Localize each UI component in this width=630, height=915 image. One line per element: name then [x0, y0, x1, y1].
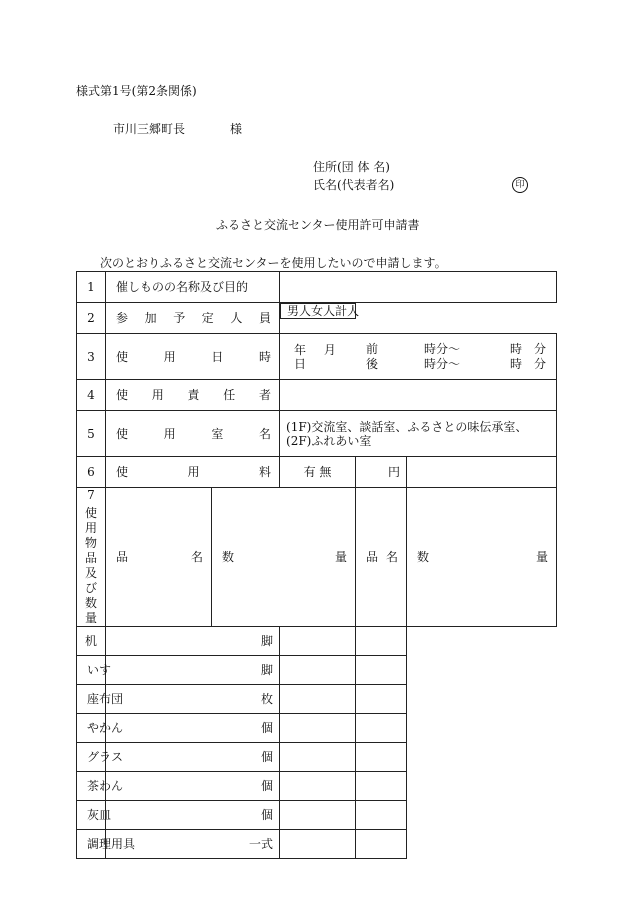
hour-label: 時 [510, 356, 523, 371]
equipment-row [77, 685, 557, 714]
addressee: 市川三郷町長 [113, 122, 186, 136]
document-title: ふるさと交流センター使用許可申請書 [216, 218, 420, 232]
room-line-2: (2F)ふれあい室 [286, 433, 372, 448]
hour-label: 時 [424, 341, 437, 356]
item-char: 座 [87, 692, 100, 706]
row-equipment-header [77, 488, 557, 627]
label-char: 料 [259, 465, 272, 479]
equipment-row [77, 801, 557, 830]
item-char: グ [87, 750, 100, 764]
col-item-header-2 [356, 488, 407, 627]
purpose-field[interactable] [280, 272, 557, 303]
item-char: 団 [111, 692, 124, 706]
col-qty-header-2 [407, 488, 557, 627]
honorific: 様 [230, 122, 243, 136]
application-table [76, 271, 557, 859]
row-responsible [77, 380, 557, 411]
equipment-name [77, 656, 112, 685]
row-number: 2 [77, 303, 106, 334]
fee-blank [407, 457, 557, 488]
header-char: 数 [417, 550, 430, 564]
minute-label: 分 [534, 341, 547, 356]
item-char: 用 [111, 837, 124, 851]
extra-item-field[interactable] [280, 714, 356, 743]
label-char: 日 [211, 349, 224, 364]
extra-qty-field[interactable] [356, 830, 407, 859]
item-char: 具 [123, 837, 136, 851]
equipment-name [77, 772, 124, 801]
equipment-qty-field[interactable]: 個 [106, 714, 280, 743]
label-char: 員 [258, 311, 271, 325]
row-label [106, 334, 280, 380]
label-char: 使 [116, 388, 129, 402]
female-label: 女 [311, 304, 324, 318]
minute-label: 分 [534, 356, 547, 371]
minute-tilde-label: 分〜 [436, 356, 461, 371]
row-label: 催しものの名称及び目的 [106, 272, 280, 303]
participants-field[interactable] [280, 303, 360, 319]
row-number: 5 [77, 411, 106, 457]
room-field[interactable] [280, 411, 557, 457]
item-char: や [87, 721, 100, 735]
day-label: 日 [294, 356, 307, 371]
row-label [106, 411, 280, 457]
equipment-qty-field[interactable]: 枚 [106, 685, 280, 714]
row-number: 1 [77, 272, 106, 303]
extra-item-field[interactable] [280, 685, 356, 714]
pm-label: 後 [366, 356, 379, 371]
extra-item-field[interactable] [280, 743, 356, 772]
equipment-label-cell [77, 488, 106, 627]
unit-label: 人 [323, 304, 336, 318]
equipment-qty-field[interactable]: 個 [106, 772, 280, 801]
hour-label: 時 [510, 341, 523, 356]
label-char: 室 [211, 426, 224, 441]
extra-item-field[interactable] [280, 772, 356, 801]
col-item-header [106, 488, 212, 627]
header-char: 名 [190, 550, 203, 564]
header-char: 量 [536, 550, 549, 564]
item-char: 理 [99, 837, 112, 851]
fee-option[interactable]: 有 無 [280, 457, 356, 488]
item-char: 灰 [87, 808, 100, 822]
item-char: わ [99, 779, 112, 793]
item-char: す [99, 663, 112, 677]
label-char: 責 [187, 388, 200, 402]
datetime-field[interactable] [280, 334, 557, 380]
extra-item-field[interactable] [280, 627, 356, 656]
intro-text: 次のとおりふるさと交流センターを使用したいので申請します。 [100, 256, 447, 270]
extra-qty-field[interactable] [356, 743, 407, 772]
male-label: 男 [287, 304, 300, 318]
responsible-field[interactable] [280, 380, 557, 411]
label-char: 加 [144, 311, 157, 325]
header-char: 品 [116, 550, 129, 564]
equipment-row [77, 656, 557, 685]
label-char: 定 [201, 311, 214, 325]
header-char: 量 [335, 550, 348, 564]
equipment-row [77, 830, 557, 859]
unit-label: 人 [299, 304, 312, 318]
header-char: 数 [222, 550, 235, 564]
header-char: 名 [386, 550, 399, 564]
fee-amount[interactable]: 円 [356, 457, 407, 488]
hour-label: 時 [424, 356, 437, 371]
col-qty-header [212, 488, 356, 627]
row-number: 4 [77, 380, 106, 411]
header-char: 品 [366, 550, 379, 564]
equipment-name [77, 743, 124, 772]
extra-item-field[interactable] [280, 656, 356, 685]
equipment-name [77, 714, 124, 743]
label-char: 用 [187, 465, 200, 479]
equipment-name [77, 685, 124, 714]
label-char: 名 [258, 426, 271, 441]
label-char: 人 [230, 311, 243, 325]
extra-item-field[interactable] [280, 801, 356, 830]
label-char: 参 [116, 311, 129, 325]
label-char: 予 [173, 311, 186, 325]
item-char: 布 [99, 692, 112, 706]
address-label: 住所(団 体 名) [313, 160, 390, 174]
year-label: 年 [294, 342, 307, 357]
equipment-row [77, 714, 557, 743]
label-char: 用 [163, 426, 176, 441]
label-char: 任 [223, 388, 236, 402]
row-number: 7 [87, 488, 95, 502]
equipment-name [77, 801, 112, 830]
item-char: 調 [87, 837, 100, 851]
extra-qty-field[interactable] [356, 627, 407, 656]
equipment-qty-field[interactable]: 脚 [106, 627, 280, 656]
equipment-qty-field[interactable]: 個 [106, 801, 280, 830]
label-char: 使 [116, 349, 129, 364]
extra-qty-field[interactable] [356, 801, 407, 830]
row-purpose [77, 272, 557, 303]
total-label: 計 [335, 304, 348, 318]
equipment-qty-field[interactable]: 個 [106, 743, 280, 772]
label-char: 用 [151, 388, 164, 402]
equipment-row [77, 627, 557, 656]
row-datetime [77, 334, 557, 380]
item-char: 皿 [99, 808, 112, 822]
row-fee [77, 457, 557, 488]
row-number: 3 [77, 334, 106, 380]
minute-tilde-label: 分〜 [436, 341, 461, 356]
item-char: ス [111, 750, 124, 764]
label-char: 使 [116, 465, 129, 479]
row-label [106, 457, 280, 488]
row-label [106, 380, 280, 411]
item-char: い [87, 663, 100, 677]
label-char: 用 [163, 349, 176, 364]
label-char: 使 [116, 426, 129, 441]
equipment-row [77, 743, 557, 772]
row-room [77, 411, 557, 457]
item-char: ラ [99, 750, 112, 764]
extra-qty-field[interactable] [356, 656, 407, 685]
label-char: 時 [258, 349, 271, 364]
month-label: 月 [323, 342, 336, 357]
room-line-1: (1F)交流室、談話室、ふるさとの味伝承室、 [286, 419, 528, 434]
equipment-name: 机 [77, 627, 106, 656]
extra-qty-field[interactable] [356, 685, 407, 714]
item-char: ん [111, 779, 124, 793]
item-char: か [99, 721, 112, 735]
extra-qty-field[interactable] [356, 772, 407, 801]
row-number: 6 [77, 457, 106, 488]
form-number: 様式第1号(第2条関係) [76, 84, 197, 98]
extra-qty-field[interactable] [356, 714, 407, 743]
equipment-qty-field[interactable]: 一式 [106, 830, 280, 859]
equipment-row [77, 772, 557, 801]
item-char: ん [111, 721, 124, 735]
equipment-qty-field[interactable]: 脚 [106, 656, 280, 685]
unit-label: 人 [347, 304, 360, 318]
name-label: 氏名(代表者名) [313, 178, 395, 192]
label-char: 者 [259, 388, 272, 402]
equipment-name [77, 830, 136, 859]
row-participants [77, 303, 557, 334]
extra-item-field[interactable] [280, 830, 356, 859]
row-label [106, 303, 280, 334]
item-char: 茶 [87, 779, 100, 793]
seal-mark: 印 [512, 177, 528, 193]
am-label: 前 [366, 341, 379, 356]
row-label: 使用物品及び数量 [84, 506, 97, 625]
